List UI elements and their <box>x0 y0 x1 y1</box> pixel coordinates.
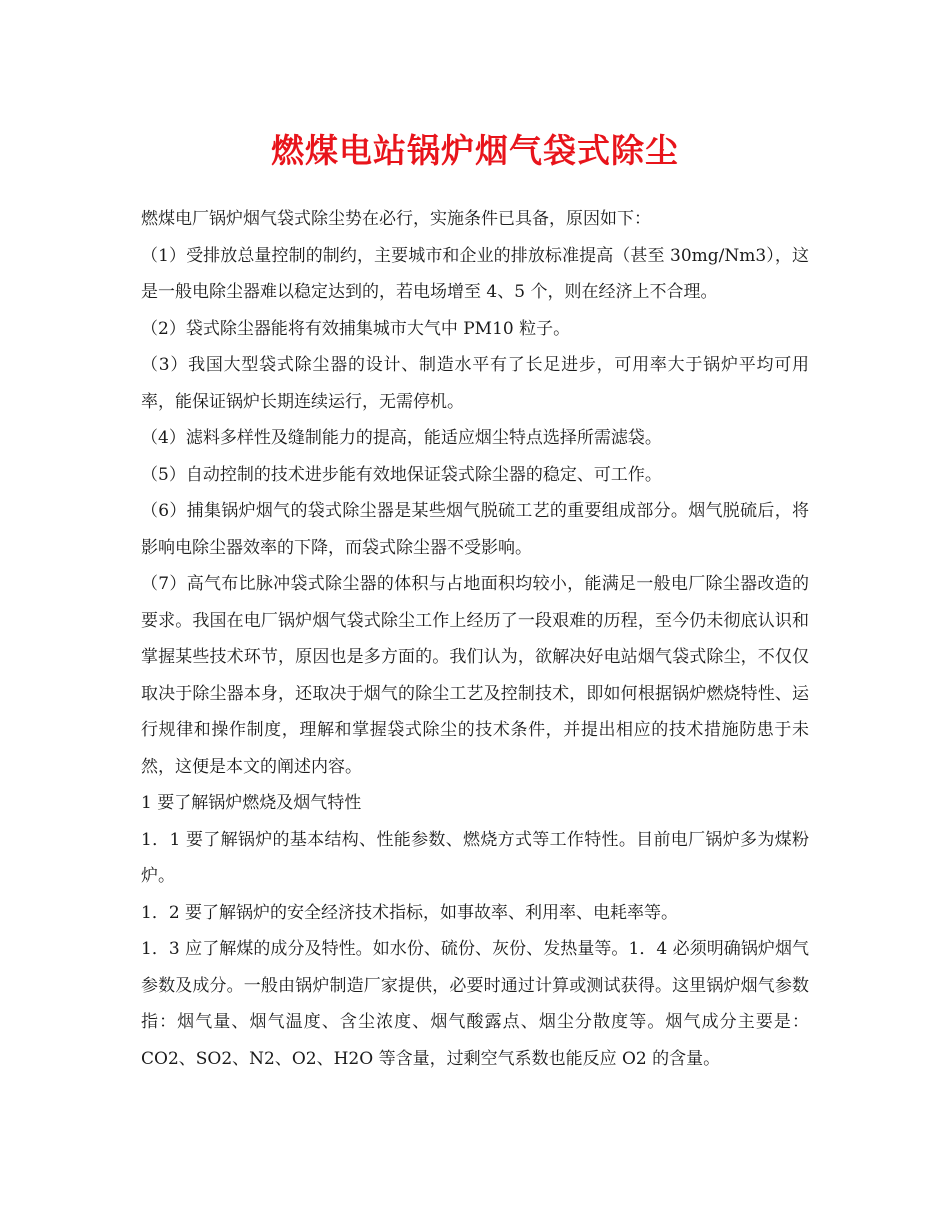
paragraph-1-3: 1．3 应了解煤的成分及特性。如水份、硫份、灰份、发热量等。1．4 必须明确锅炉烟气参数及成分。一般由锅炉制造厂家提供，必要时通过计算或测试获得。这里锅炉烟气参数指：烟气量、烟气温度、含尘浓度、烟气酸露点、烟尘分散度等。烟气成分主要是：CO2、SO2、N2、O2、H2O 等含量，过剩空气系数也能反应 O2 的含量。 <box>141 939 809 1069</box>
paragraph-reason-4: （4）滤料多样性及缝制能力的提高，能适应烟尘特点选择所需滤袋。 <box>141 428 662 448</box>
paragraph-1-1: 1．1 要了解锅炉的基本结构、性能参数、燃烧方式等工作特性。目前电厂锅炉多为煤粉炉。 <box>141 829 809 886</box>
section-heading-1: 1 要了解锅炉燃烧及烟气特性 <box>141 793 362 813</box>
paragraph-reason-6: （6）捕集锅炉烟气的袋式除尘器是某些烟气脱硫工艺的重要组成部分。烟气脱硫后，将影响电除尘器效率的下降，而袋式除尘器不受影响。 <box>141 501 809 558</box>
paragraph-reason-5: （5）自动控制的技术进步能有效地保证袋式除尘器的稳定、可工作。 <box>141 464 662 485</box>
paragraph-reason-2: （2）袋式除尘器能将有效捕集城市大气中 PM10 粒子。 <box>141 318 571 339</box>
paragraph-1-2: 1．2 要了解锅炉的安全经济技术指标，如事故率、利用率、电耗率等。 <box>141 902 679 923</box>
paragraph-reason-3: （3）我国大型袋式除尘器的设计、制造水平有了长足进步，可用率大于锅炉平均可用率，能保证锅炉长期连续运行，无需停机。 <box>141 355 809 412</box>
paragraph-intro: 燃煤电厂锅炉烟气袋式除尘势在必行，实施条件已具备，原因如下： <box>141 209 651 229</box>
document-body <box>141 201 809 1077</box>
paragraph-reason-7: （7）高气布比脉冲袋式除尘器的体积与占地面积均较小，能满足一般电厂除尘器改造的要求。我国在电厂锅炉烟气袋式除尘工作上经历了一段艰难的历程，至今仍未彻底认识和掌握某些技术环节，原因也是多方面的。我们认为，欲解决好电站烟气袋式除尘，不仅仅取决于除尘器本身，还取决于烟气的除尘工艺及控制技术，即如何根据锅炉燃烧特性、运行规律和操作制度，理解和掌握袋式除尘的技术条件，并提出相应的技术措施防患于未然，这便是本文的阐述内容。 <box>141 574 809 777</box>
document-title: 燃煤电站锅炉烟气袋式除尘 <box>271 131 679 170</box>
paragraph-reason-1: （1）受排放总量控制的制约，主要城市和企业的排放标准提高（甚至 30mg/Nm3），这是一般电除尘器难以稳定达到的，若电场增至 4、5 个，则在经济上不合理。 <box>141 245 809 302</box>
